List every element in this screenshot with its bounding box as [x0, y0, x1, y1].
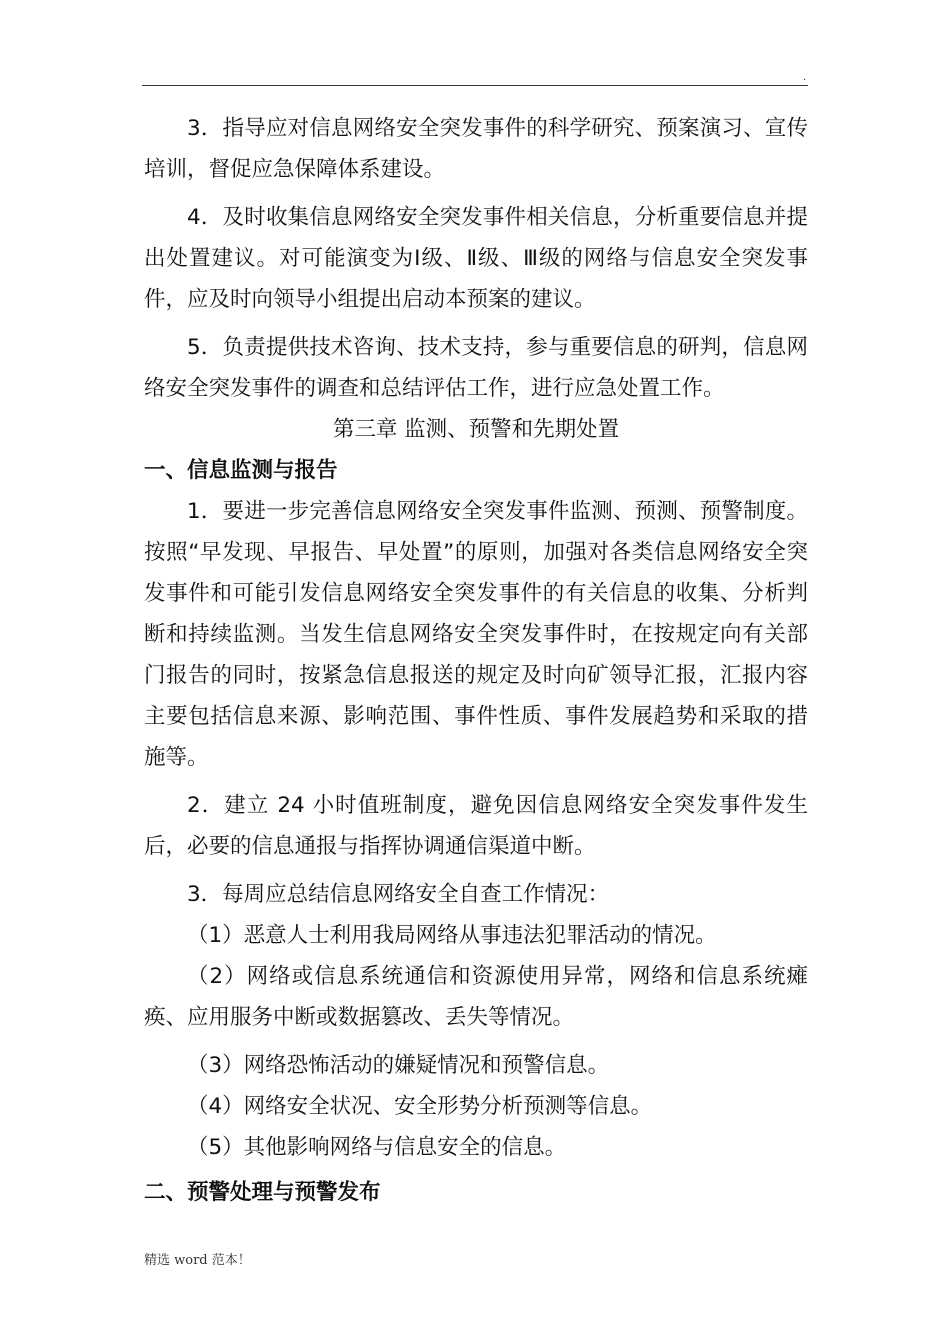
section-heading-monitoring: 一、信息监测与报告 [144, 458, 338, 483]
list-item-1: （1）恶意人士利用我局网络从事违法犯罪活动的情况。 [187, 923, 717, 948]
list-item-2: （2）网络或信息系统通信和资源使用异常，网络和信息系统瘫痪、应用服务中断或数据篡改、丢失等情况。 [144, 964, 808, 1030]
paragraph-24h-duty: 2．建立 24 小时值班制度，避免因信息网络安全突发事件发生后，必要的信息通报与指挥协调通信渠道中断。 [144, 793, 808, 859]
paragraph-tech-support: 5．负责提供技术咨询、技术支持，参与重要信息的研判，信息网络安全突发事件的调查和总结评估工作，进行应急处置工作。 [144, 335, 808, 401]
header-rule [142, 85, 808, 86]
list-item-5: （5）其他影响网络与信息安全的信息。 [187, 1135, 567, 1160]
section-heading-warning: 二、预警处理与预警发布 [144, 1180, 381, 1205]
header-mark: . [803, 72, 807, 83]
list-item-3: （3）网络恐怖活动的嫌疑情况和预警信息。 [187, 1053, 610, 1078]
paragraph-guide-research: 3．指导应对信息网络安全突发事件的科学研究、预案演习、宣传培训，督促应急保障体系建设。 [144, 116, 808, 182]
footer-text: 精选 word 范本！ [144, 1253, 251, 1268]
list-item-4: （4）网络安全状况、安全形势分析预测等信息。 [187, 1094, 653, 1119]
document-body [144, 108, 808, 1213]
chapter-title: 第三章 监测、预警和先期处置 [332, 417, 620, 442]
paragraph-weekly-summary: 3．每周应总结信息网络安全自查工作情况： [187, 882, 610, 907]
paragraph-monitoring-system: 1．要进一步完善信息网络安全突发事件监测、预测、预警制度。按照“早发现、早报告、早处置”的原则，加强对各类信息网络安全突发事件和可能引发信息网络安全突发事件的有关信息的收集、分析判断和持续监测。当发生信息网络安全突发事件时，在按规定向有关部门报告的同时，按紧急信息报送的规定及时向矿领导汇报，汇报内容主要包括信息来源、影响范围、事件性质、事件发展趋势和采取的措施等。 [144, 499, 808, 770]
paragraph-collect-info: 4．及时收集信息网络安全突发事件相关信息，分析重要信息并提出处置建议。对可能演变为Ⅰ级、Ⅱ级、Ⅲ级的网络与信息安全突发事件，应及时向领导小组提出启动本预案的建议。 [144, 205, 808, 312]
